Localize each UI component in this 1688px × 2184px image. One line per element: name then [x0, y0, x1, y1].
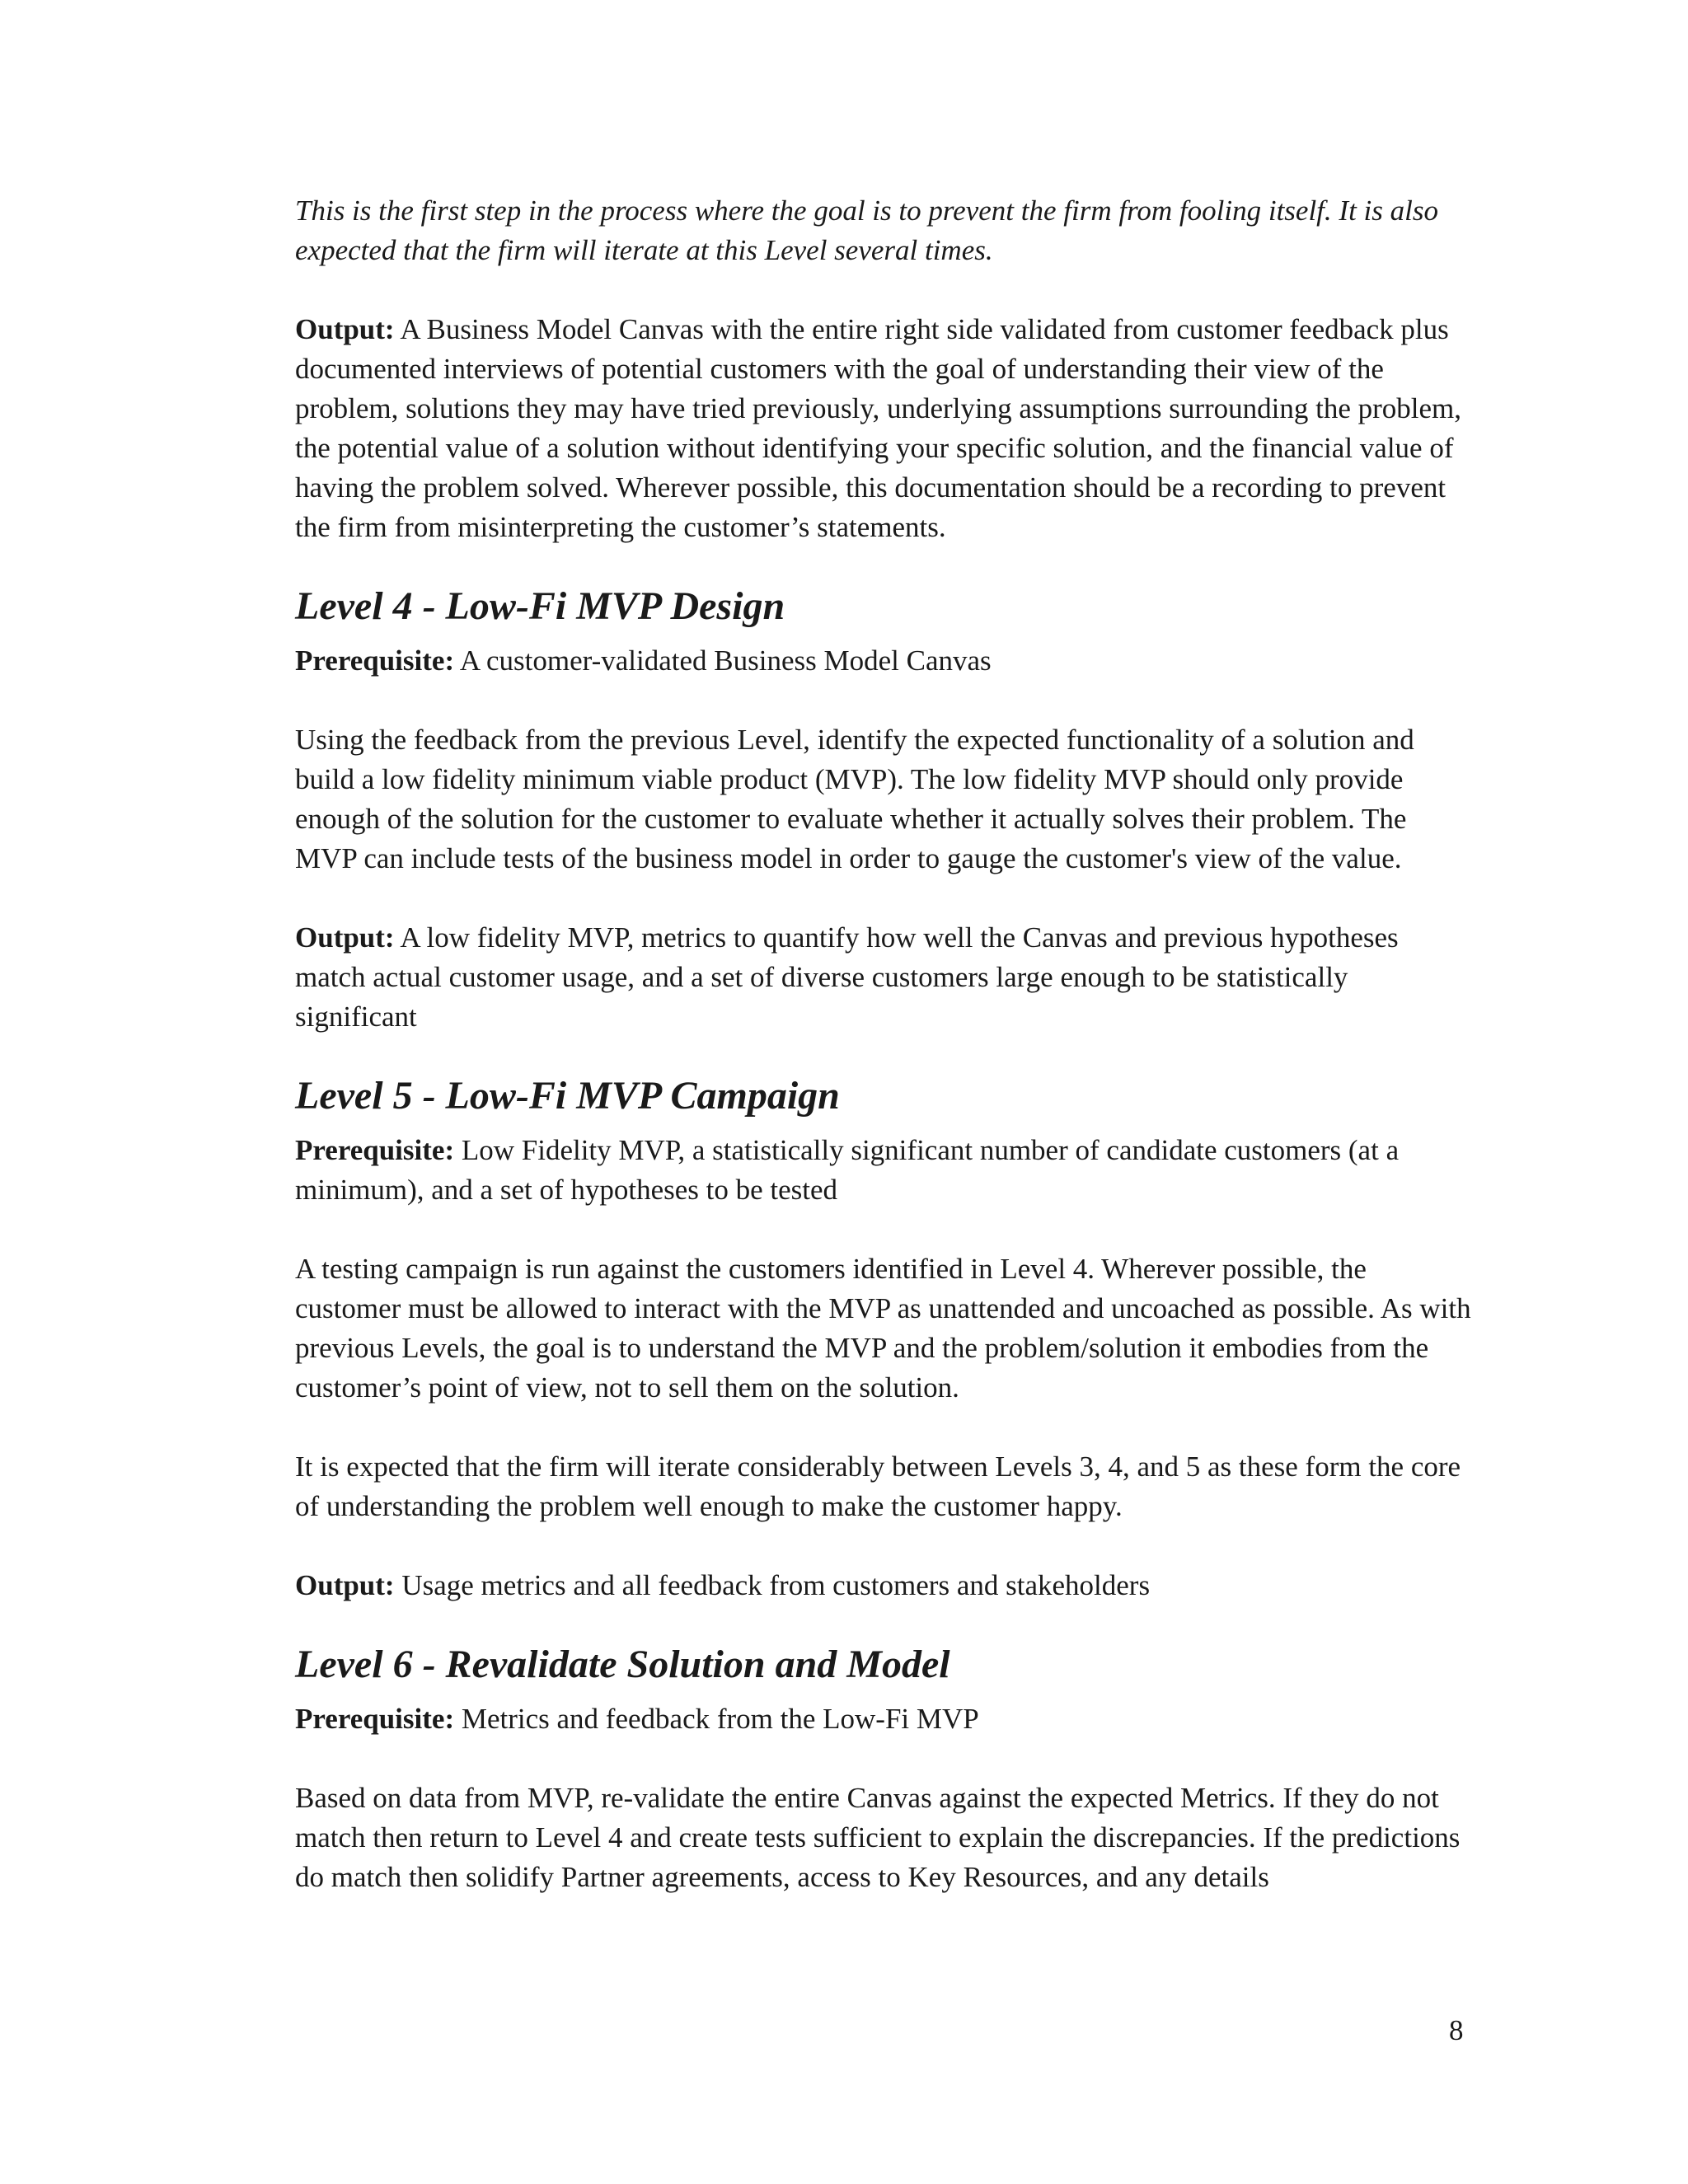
level6-body: Based on data from MVP, re-validate the entire Canvas against the expected Metrics. If they do not match then return to Level 4 and create tests sufficient to explain the discrepancies. If the predictions do match then solidify Partner agreements, access to Key Resources, and any details	[295, 1782, 1461, 1893]
level6-prerequisite	[295, 1699, 1474, 1739]
level4-output-paragraph	[295, 918, 1474, 1037]
output-label: Output:	[295, 921, 395, 954]
prerequisite-text: Metrics and feedback from the Low-Fi MVP	[454, 1703, 979, 1735]
level4-body: Using the feedback from the previous Level, identify the expected functionality of a solution and build a low fidelity minimum viable product (MVP). The low fidelity MVP should only provide enough of the solution for the customer to evaluate whether it actually solves their problem. The MVP can include tests of the business model in order to gauge the customer's view of the value.	[295, 724, 1414, 874]
level5-prerequisite	[295, 1131, 1474, 1210]
level5-output-paragraph	[295, 1566, 1474, 1605]
level3-output-paragraph	[295, 310, 1474, 547]
prerequisite-text: A customer-validated Business Model Canvas	[454, 644, 992, 677]
prerequisite-label: Prerequisite:	[295, 644, 455, 677]
output-text: Usage metrics and all feedback from customers and stakeholders	[394, 1569, 1151, 1601]
level5-body-2: It is expected that the firm will iterate considerably between Levels 3, 4, and 5 as these form the core of understanding the problem well enough to make the customer happy.	[295, 1451, 1461, 1522]
intro-paragraph: This is the first step in the process where the goal is to prevent the firm from fooling itself. It is also expected that the firm will iterate at this Level several times.	[295, 194, 1438, 266]
output-label: Output:	[295, 1569, 395, 1601]
level4-prerequisite	[295, 641, 1474, 681]
output-label: Output:	[295, 313, 395, 345]
output-text: A Business Model Canvas with the entire right side validated from customer feedback plus documented interviews of potential customers with the goal of understanding their view of the problem, solutions they may have tried previously, underlying assumptions surrounding the problem, the potential value of a solution without identifying your specific solution, and the financial value of having the problem solved. Wherever possible, this documentation should be a recording to prevent the firm from misinterpreting the customer’s statements.	[295, 313, 1462, 543]
level5-heading: Level 5 - Low-Fi MVP Campaign	[295, 1074, 840, 1118]
document-page	[295, 191, 1474, 1897]
prerequisite-text: Low Fidelity MVP, a statistically significant number of candidate customers (at a minimum), and a set of hypotheses to be tested	[295, 1134, 1400, 1206]
level6-heading: Level 6 - Revalidate Solution and Model	[295, 1643, 950, 1686]
prerequisite-label: Prerequisite:	[295, 1134, 455, 1166]
page-number: 8	[1449, 2014, 1464, 2046]
output-text: A low fidelity MVP, metrics to quantify how well the Canvas and previous hypotheses match actual customer usage, and a set of diverse customers large enough to be statistically significant	[295, 921, 1399, 1033]
level4-heading: Level 4 - Low-Fi MVP Design	[295, 584, 785, 628]
level5-body-1: A testing campaign is run against the customers identified in Level 4. Wherever possible, the customer must be allowed to interact with the MVP as unattended and uncoached as possible. As with previous Levels, the goal is to understand the MVP and the problem/solution it embodies from the customer’s point of view, not to sell them on the solution.	[295, 1253, 1471, 1404]
prerequisite-label: Prerequisite:	[295, 1703, 455, 1735]
